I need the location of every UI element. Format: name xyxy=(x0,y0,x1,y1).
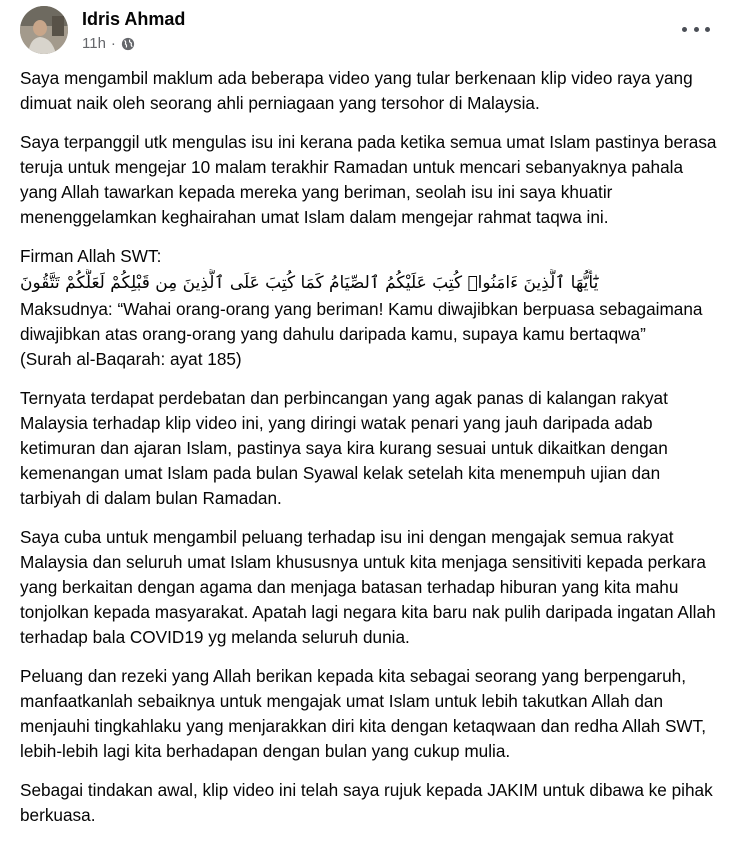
firman-label: Firman Allah SWT: xyxy=(20,246,162,266)
meta-separator: · xyxy=(110,35,116,52)
post-paragraph-5: Peluang dan rezeki yang Allah berikan kepada kita sebagai seorang yang berpengaruh, manfaatkanlah sebaiknya untuk mengajak umat Islam untuk lebih takutkan Allah dan menjauhi tingkahlaku yang menjarakkan diri kita dengan ketaqwaan dan redha Allah SWT, lebih-lebih lagi kita berhadapan dengan bulan yang cukup mulia. xyxy=(20,666,707,761)
more-options-icon xyxy=(682,27,687,32)
quran-quote-block xyxy=(20,244,720,372)
post-timestamp[interactable]: 11h xyxy=(82,35,106,52)
post-meta xyxy=(82,35,135,52)
arabic-verse: يَٰٓأَيُّهَا ٱلَّذِينَ ءَامَنُوا۟ كُتِبَ عَلَيْكُمُ ٱلصِّيَامُ كَمَا كُتِبَ عَلَى ٱلَّذِينَ مِن قَبْلِكُمْ لَعَلَّكُمْ تَتَّقُونَ xyxy=(20,273,599,293)
post-body xyxy=(20,66,720,842)
post-paragraph-6: Sebagai tindakan awal, klip video ini telah saya rujuk kepada JAKIM untuk dibawa ke pihak berkuasa. xyxy=(20,780,713,825)
more-options-button[interactable] xyxy=(682,20,710,38)
post-paragraph-4: Saya cuba untuk mengambil peluang terhadap isu ini dengan mengajak semua rakyat Malaysia dan seluruh umat Islam khususnya untuk kita menjaga sensitiviti kepada perkara yang berkaitan dengan agama dan menjaga batasan terhadap hiburan yang kita mahu tonjolkan kepada masyarakat. Apatah lagi negara kita baru nak pulih daripada ingatan Allah terhadap bala COVID19 yg melanda seluruh dunia. xyxy=(20,527,716,647)
post-paragraph-3: Ternyata terdapat perdebatan dan perbincangan yang agak panas di kalangan rakyat Malaysia terhadap klip video ini, yang diringi watak penari yang jauh daripada adab ketimuran dan ajaran Islam, pastinya saya kira kurang sesuai untuk dikaitkan dengan kemenangan umat Islam pada bulan Syawal kelak setelah kita menempuh ujian dan tarbiyah di dalam bulan Ramadan. xyxy=(20,388,668,508)
avatar-image xyxy=(20,6,68,54)
post-header xyxy=(20,6,710,54)
globe-icon[interactable] xyxy=(121,37,135,51)
post-paragraph-1: Saya mengambil maklum ada beberapa video yang tular berkenaan klip video raya yang dimuat naik oleh seorang ahli perniagaan yang tersohor di Malaysia. xyxy=(20,68,693,113)
post-paragraph-2: Saya terpanggil utk mengulas isu ini kerana pada ketika semua umat Islam pastinya berasa teruja untuk mengejar 10 malam terakhir Ramadan untuk mencari sebanyaknya pahala yang Allah tawarkan kepada mereka yang beriman, seolah isu ini saya khuatir menenggelamkan keghairahan umat Islam dalam mengejar rahmat taqwa ini. xyxy=(20,132,717,227)
author-name[interactable]: Idris Ahmad xyxy=(82,9,186,29)
avatar[interactable] xyxy=(20,6,68,54)
verse-translation: Maksudnya: “Wahai orang-orang yang beriman! Kamu diwajibkan berpuasa sebagaimana diwajibkan atas orang-orang yang dahulu daripada kamu, supaya kamu bertaqwa” xyxy=(20,299,703,344)
verse-reference: (Surah al-Baqarah: ayat 185) xyxy=(20,349,242,369)
